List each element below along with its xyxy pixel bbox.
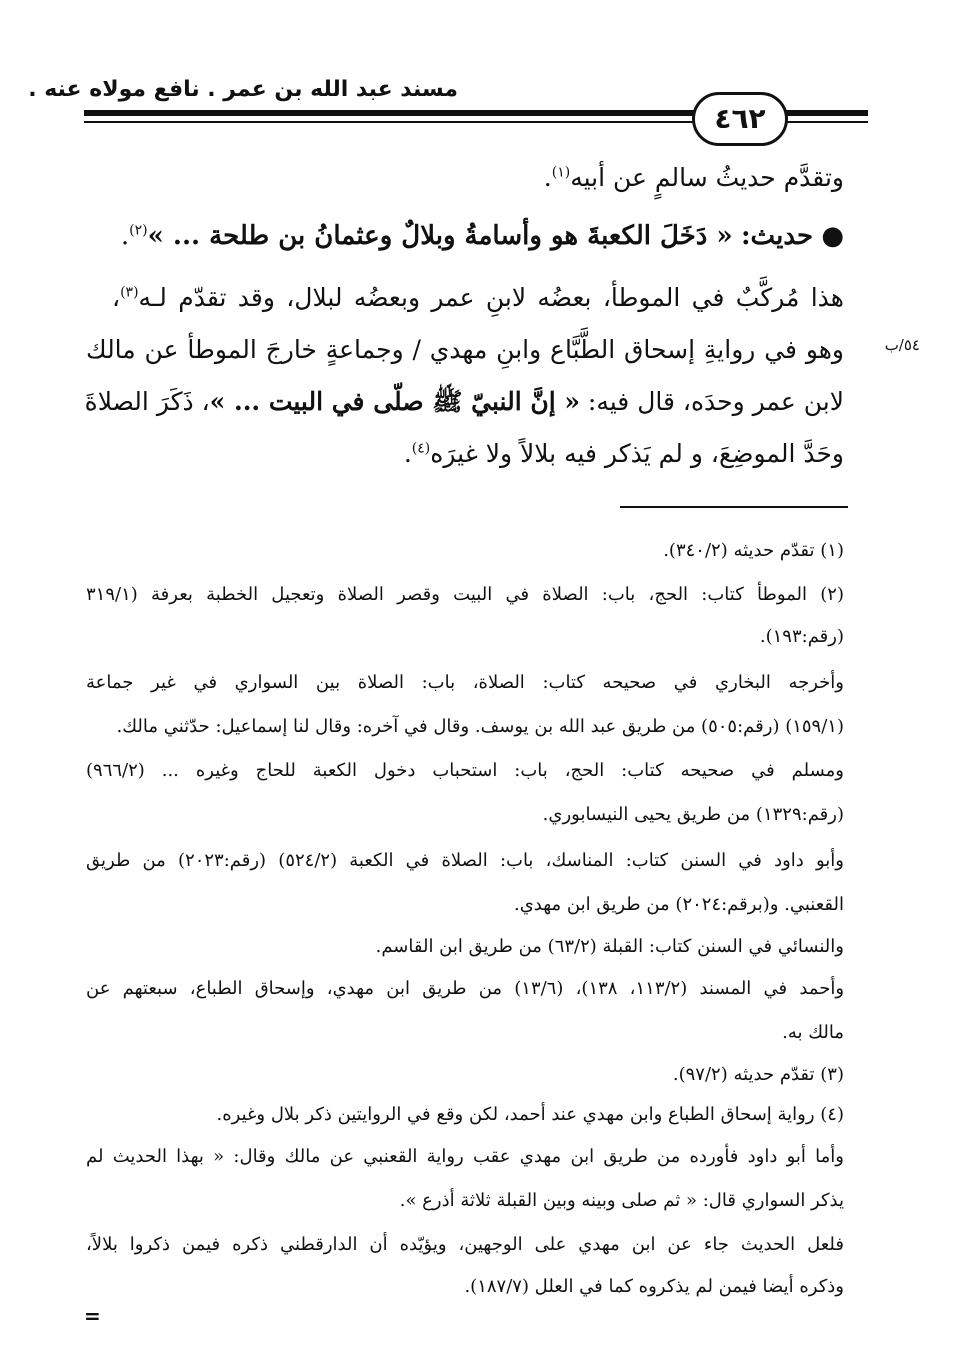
body-line-6-end: . (403, 439, 412, 468)
body-line-3-text: هذا مُركَّبٌ في الموطأ، بعضُه لابنِ عمر وبعضُه لبلال، وقد تقدّم لـه (138, 283, 844, 312)
footnote-2-line-6: (رقم:١٣٢٩) من طريق يحيى النيسابوري. (542, 804, 844, 825)
body-line-4 (86, 330, 844, 370)
footnote-2-line-10: وأحمد في المسند (١١٣/٢، ١٣٨)، (١٣/٦) من طريق ابن مهدي، وإسحاق الطباع، سبعتهم عن (86, 978, 845, 999)
footnote-2-line-11: مالك به. (782, 1022, 844, 1043)
body-line-3-end: ، (112, 283, 121, 312)
body-line-1 (544, 158, 844, 198)
manuscript-folio-note: ٥٤/ب (884, 336, 920, 354)
page-number: ٤٦٢ (692, 92, 788, 146)
hadith-line (121, 216, 844, 256)
body-line-5-a: لابن عمر وحدَه، قال فيه: (579, 387, 844, 416)
hadith-quote: « دَخَلَ الكعبةَ هو وأسامةُ وبلالٌ وعثمانُ بن طلحة ... » (147, 221, 733, 251)
footnote-4-line-1: (٤) رواية إسحاق الطباع وابن مهدي عند أحمد، لكن وقع في الروايتين ذكر بلال وغيره. (216, 1104, 844, 1125)
footnote-4-line-2: وأما أبو داود فأورده من طريق ابن مهدي عقب رواية القعنبي عن مالك وقال: « بهذا الحديث لم (86, 1146, 844, 1167)
body-line-5-b: ، ذَكَرَ الصلاةَ (84, 387, 210, 416)
footnote-1: (١) تقدّم حديثه (٣٤٠/٢). (663, 540, 844, 561)
page-end-mark: = (84, 1304, 101, 1328)
body-line-1-end: . (543, 163, 552, 192)
body-line-5 (86, 382, 844, 422)
header-rule-thin-right (778, 121, 868, 123)
bullet-icon: ● (821, 221, 844, 251)
header-rule-thin (84, 121, 696, 123)
header-rule-thick-right (778, 110, 868, 116)
footnote-2-line-9: والنسائي في السنن كتاب: القبلة (٦٣/٢) من طريق ابن القاسم. (375, 936, 844, 957)
footnote-2-line-2: (رقم:١٩٣). (759, 626, 844, 647)
body-line-3 (112, 278, 844, 318)
footnote-2-line-3: وأخرجه البخاري في صحيحه كتاب: الصلاة، باب: الصلاة بين السواري في غير جماعة (86, 672, 844, 693)
footnote-3: (٣) تقدّم حديثه (٩٧/٢). (672, 1064, 844, 1085)
body-line-6 (404, 434, 844, 474)
footnote-separator (620, 506, 848, 508)
footnote-ref-3[interactable]: (٣) (120, 284, 139, 301)
hadith-line-end: . (120, 221, 130, 251)
body-line-1-text: وتقدَّم حديثُ سالمٍ عن أبيه (570, 163, 844, 192)
header-rule-thick (84, 110, 696, 116)
footnote-4-line-4: فلعل الحديث جاء عن ابن مهدي على الوجهين، ويؤيّده أن الدارقطني ذكره فيمن ذكروا بلالاً، (86, 1234, 844, 1255)
footnote-4-line-3: يذكر السواري قال: « ثم صلى وبينه وبين القبلة ثلاثة أذرع ». (399, 1190, 844, 1211)
footnote-2-line-4: (١٥٩/١) (رقم:٥٠٥) من طريق عبد الله بن يوسف. وقال في آخره: وقال لنا إسماعيل: حدّثني مالك. (116, 716, 844, 737)
footnote-ref-2[interactable]: (٢) (129, 222, 148, 239)
hadith-label: حديث: (740, 221, 814, 251)
footnote-ref-4[interactable]: (٤) (411, 440, 431, 457)
footnote-2-line-1: (٢) الموطأ كتاب: الحج، باب: الصلاة في البيت وقصر الصلاة وتعجيل الخطبة بعرفة (٣١٩/١ (86, 584, 844, 605)
footnote-ref-1[interactable]: (١) (551, 164, 571, 181)
running-header-title: مسند عبد الله بن عمر . نافع مولاه عنه . (28, 77, 458, 102)
footnote-2-line-7: وأبو داود في السنن كتاب: المناسك، باب: الصلاة في الكعبة (٥٢٤/٢) (رقم:٢٠٢٣) من طريق (86, 850, 845, 871)
footnote-2-line-8: القعنبي. و(برقم:٢٠٢٤) من طريق ابن مهدي. (513, 894, 844, 915)
footnote-2-line-5: ومسلم في صحيحه كتاب: الحج، باب: استحباب دخول الكعبة للحاج وغيره ... (٩٦٦/٢) (86, 760, 844, 781)
body-line-5-quote: « إنَّ النبيّ ﷺ صلّى في البيت ... » (209, 387, 580, 416)
footnote-4-line-5: وذكره أيضا فيمن لم يذكروه كما في العلل (١٨٧/٧). (464, 1276, 844, 1297)
body-line-6-text: وحَدَّ الموضِعَ، و لم يَذكر فيه بلالاً ولا غيرَه (430, 439, 844, 468)
body-line-4-text: وهو في روايةِ إسحاق الطَّبَّاع وابنِ مهدي / وجماعةٍ خارجَ الموطأ عن مالك (86, 335, 844, 364)
